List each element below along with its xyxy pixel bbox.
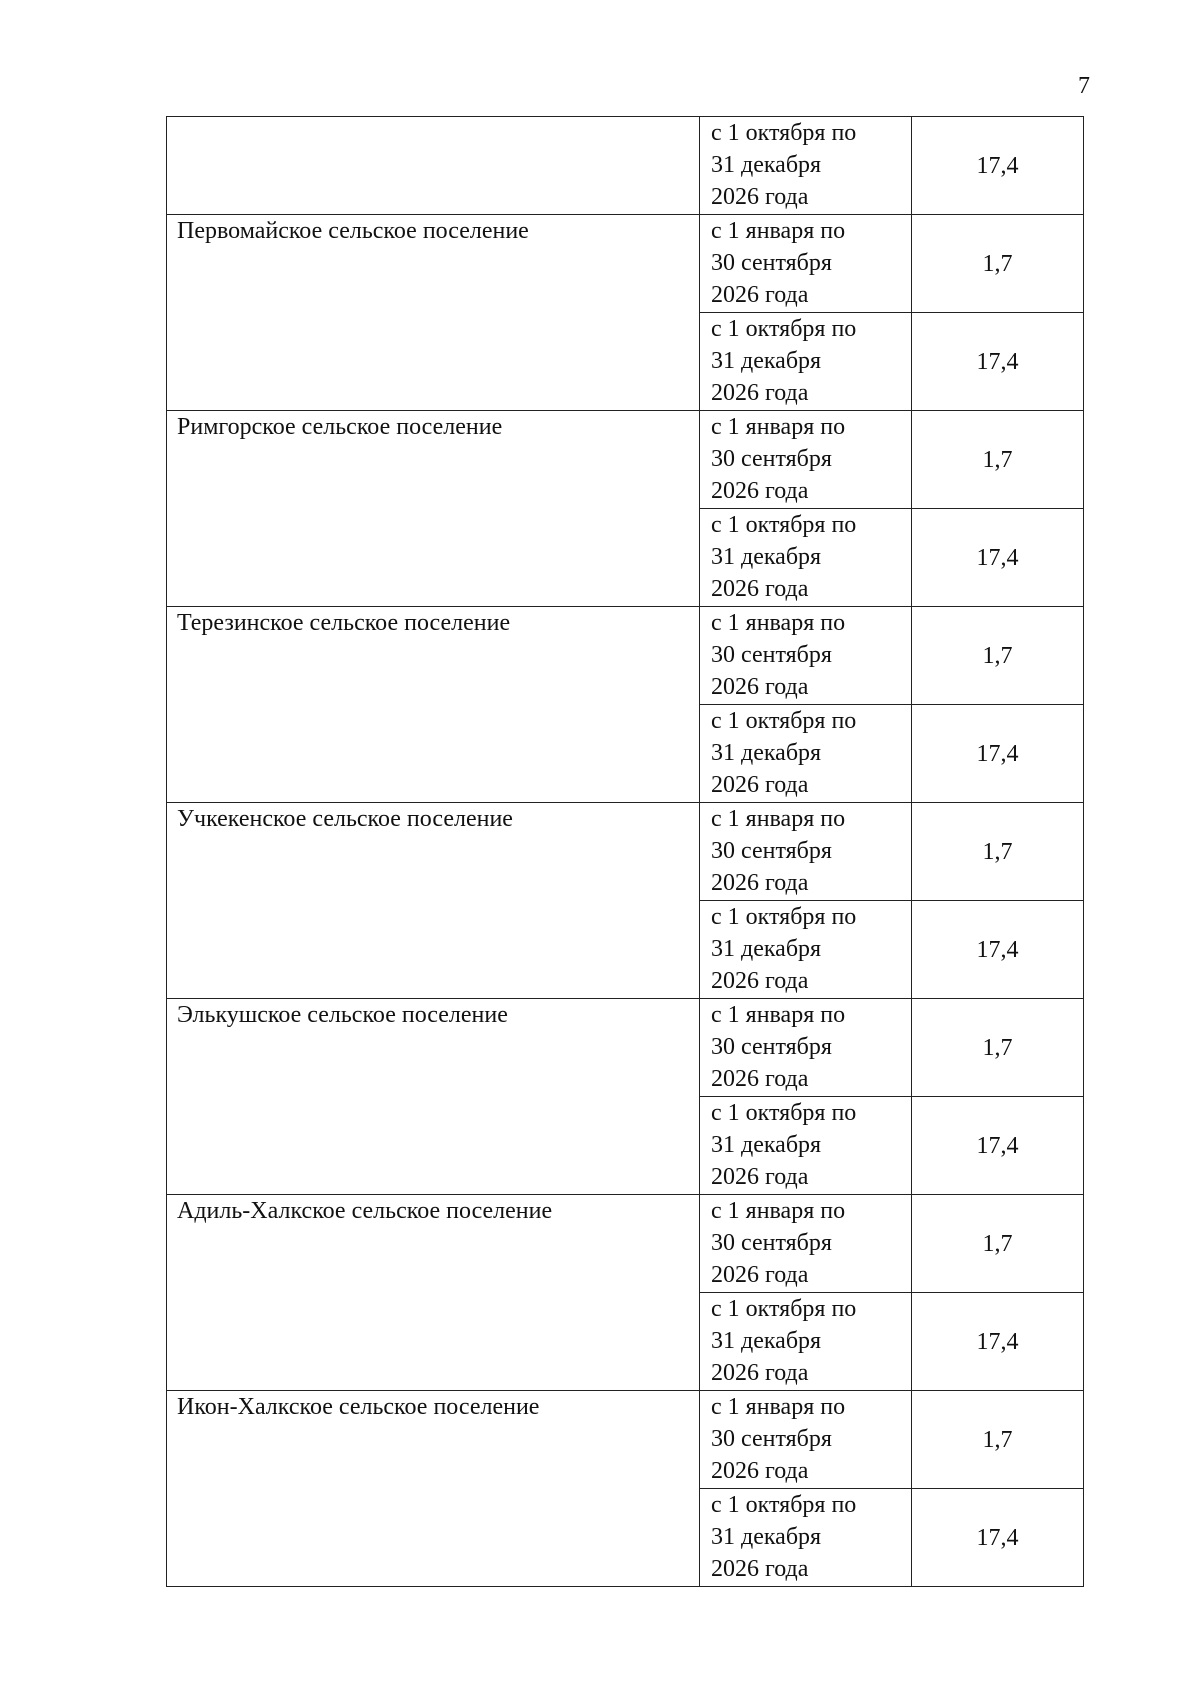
table-row xyxy=(167,411,1084,509)
period-line: 31 декабря xyxy=(711,936,822,962)
period-line: с 1 октября по xyxy=(711,1492,857,1518)
period-line: 31 декабря xyxy=(711,348,822,374)
settlement-cell xyxy=(167,215,700,411)
period-cell xyxy=(700,313,912,411)
period-line: 2026 года xyxy=(711,674,809,700)
rate-cell: 1,7 xyxy=(912,803,1084,901)
period-cell xyxy=(700,901,912,999)
period-line: с 1 января по xyxy=(711,1394,846,1420)
period-cell xyxy=(700,999,912,1097)
table-row xyxy=(167,999,1084,1097)
settlement-name: Первомайское сельское поселение xyxy=(177,218,529,244)
period-line: 31 декабря xyxy=(711,544,822,570)
rate-cell: 17,4 xyxy=(912,509,1084,607)
rate-cell: 17,4 xyxy=(912,901,1084,999)
settlement-cell xyxy=(167,1195,700,1391)
period-line: с 1 октября по xyxy=(711,1100,857,1126)
rate-cell: 1,7 xyxy=(912,607,1084,705)
settlement-name: Элькушское сельское поселение xyxy=(177,1002,508,1028)
period-line: 30 сентября xyxy=(711,838,832,864)
settlement-cell xyxy=(167,117,700,215)
period-line: 2026 года xyxy=(711,380,809,406)
settlement-cell xyxy=(167,803,700,999)
period-line: 2026 года xyxy=(711,968,809,994)
rate-cell: 1,7 xyxy=(912,1391,1084,1489)
period-line: с 1 января по xyxy=(711,806,846,832)
period-line: 30 сентября xyxy=(711,250,832,276)
period-line: 30 сентября xyxy=(711,1230,832,1256)
period-line: 2026 года xyxy=(711,870,809,896)
settlement-name: Икон-Халкское сельское поселение xyxy=(177,1394,540,1420)
period-cell xyxy=(700,803,912,901)
period-cell xyxy=(700,1097,912,1195)
page-number: 7 xyxy=(1078,73,1090,99)
period-line: 2026 года xyxy=(711,1360,809,1386)
settlement-name: Учкекенское сельское поселение xyxy=(177,806,513,832)
rate-cell: 1,7 xyxy=(912,215,1084,313)
settlement-cell xyxy=(167,1391,700,1587)
settlement-name: Терезинское сельское поселение xyxy=(177,610,511,636)
period-line: с 1 октября по xyxy=(711,316,857,342)
period-line: 2026 года xyxy=(711,1458,809,1484)
period-line: 2026 года xyxy=(711,1262,809,1288)
period-line: 2026 года xyxy=(711,576,809,602)
rate-cell: 17,4 xyxy=(912,1489,1084,1587)
period-line: 31 декабря xyxy=(711,1524,822,1550)
period-cell xyxy=(700,117,912,215)
period-line: с 1 октября по xyxy=(711,120,857,146)
rate-table xyxy=(166,116,1084,1587)
period-line: 2026 года xyxy=(711,184,809,210)
period-cell xyxy=(700,215,912,313)
rate-table-body xyxy=(167,117,1084,1587)
rate-cell: 17,4 xyxy=(912,1293,1084,1391)
period-cell xyxy=(700,607,912,705)
period-line: 31 декабря xyxy=(711,152,822,178)
period-cell xyxy=(700,705,912,803)
table-row xyxy=(167,607,1084,705)
period-line: с 1 января по xyxy=(711,218,846,244)
period-line: с 1 октября по xyxy=(711,708,857,734)
period-cell xyxy=(700,1195,912,1293)
rate-cell: 17,4 xyxy=(912,705,1084,803)
rate-cell: 1,7 xyxy=(912,411,1084,509)
period-line: 30 сентября xyxy=(711,1426,832,1452)
period-line: 2026 года xyxy=(711,1164,809,1190)
rate-cell: 1,7 xyxy=(912,1195,1084,1293)
period-line: 2026 года xyxy=(711,1556,809,1582)
period-line: с 1 января по xyxy=(711,414,846,440)
rate-cell: 17,4 xyxy=(912,1097,1084,1195)
period-cell xyxy=(700,1293,912,1391)
settlement-name: Адиль-Халкское сельское поселение xyxy=(177,1198,553,1224)
period-line: 2026 года xyxy=(711,282,809,308)
table-row xyxy=(167,117,1084,215)
period-cell xyxy=(700,411,912,509)
rate-cell: 17,4 xyxy=(912,313,1084,411)
period-line: 30 сентября xyxy=(711,642,832,668)
period-cell xyxy=(700,1391,912,1489)
settlement-cell xyxy=(167,607,700,803)
period-cell xyxy=(700,509,912,607)
table-row xyxy=(167,1195,1084,1293)
period-line: 31 декабря xyxy=(711,1132,822,1158)
period-line: 30 сентября xyxy=(711,446,832,472)
period-line: с 1 января по xyxy=(711,1198,846,1224)
period-line: 31 декабря xyxy=(711,1328,822,1354)
settlement-cell xyxy=(167,411,700,607)
settlement-name: Римгорское сельское поселение xyxy=(177,414,503,440)
settlement-cell xyxy=(167,999,700,1195)
rate-cell: 17,4 xyxy=(912,117,1084,215)
period-line: с 1 октября по xyxy=(711,512,857,538)
table-row xyxy=(167,215,1084,313)
period-cell xyxy=(700,1489,912,1587)
rate-cell: 1,7 xyxy=(912,999,1084,1097)
period-line: с 1 января по xyxy=(711,1002,846,1028)
period-line: 2026 года xyxy=(711,1066,809,1092)
table-row xyxy=(167,803,1084,901)
period-line: 31 декабря xyxy=(711,740,822,766)
period-line: 2026 года xyxy=(711,772,809,798)
table-row xyxy=(167,1391,1084,1489)
period-line: с 1 октября по xyxy=(711,1296,857,1322)
period-line: с 1 октября по xyxy=(711,904,857,930)
period-line: 30 сентября xyxy=(711,1034,832,1060)
period-line: 2026 года xyxy=(711,478,809,504)
period-line: с 1 января по xyxy=(711,610,846,636)
